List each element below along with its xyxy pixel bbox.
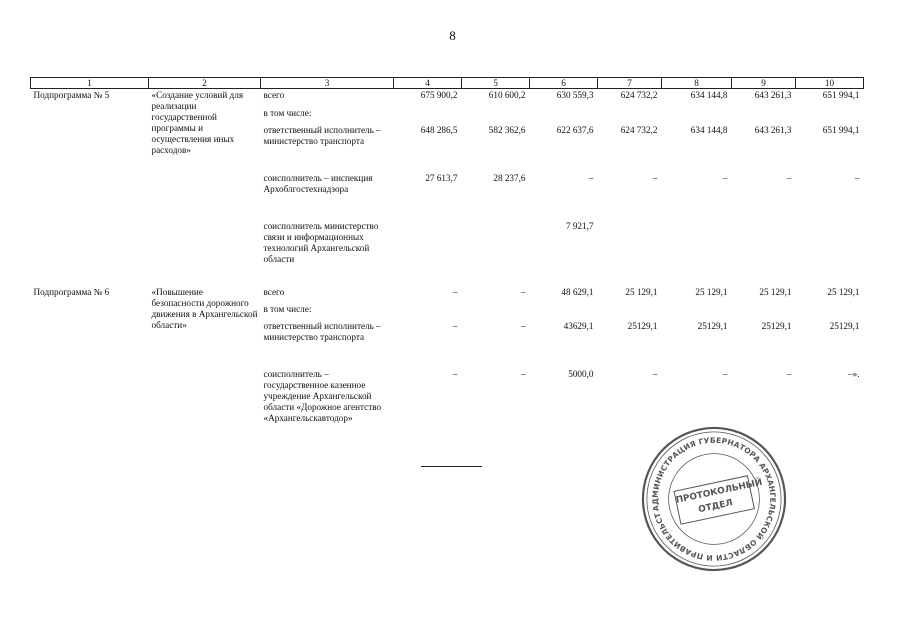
table-cell: 25 129,1 <box>695 286 728 297</box>
table-cell: – <box>786 172 792 183</box>
table-cell: 651 994,1 <box>822 90 860 100</box>
header-row <box>31 78 864 89</box>
table-cell: – <box>520 320 526 331</box>
stamp-ring-text: АДМИНИСТРАЦИЯ ГУБЕРНАТОРА АРХАНГЕЛЬСКОЙ ОБЛАСТИ И ПРАВИТЕЛЬСТВА <box>650 435 778 563</box>
table-cell <box>394 221 462 285</box>
col-header: 1 <box>31 78 149 89</box>
page-number: 8 <box>449 28 456 43</box>
table-cell: –». <box>848 368 860 379</box>
row-label: соисполнитель – государственное казенное учреждение Архангельской области «Дорожное агентство «Архангельскавтодор» <box>263 368 382 423</box>
table-cell: – <box>452 286 458 297</box>
col-header: 9 <box>732 78 796 89</box>
col-header: 6 <box>530 78 598 89</box>
row-label: всего <box>263 286 285 297</box>
table-cell: 28 237,6 <box>493 172 526 183</box>
col-header: 5 <box>462 78 530 89</box>
table-cell: 610 600,2 <box>488 90 526 100</box>
table-cell <box>732 221 796 285</box>
table-row <box>31 89 864 108</box>
row-label: соисполнитель – инспекция Архоблгостехнадзора <box>263 172 373 194</box>
row-label: в том числе: <box>263 303 312 314</box>
table-cell <box>662 221 732 285</box>
col-header: 4 <box>394 78 462 89</box>
table-cell: 582 362,6 <box>488 124 526 135</box>
table-cell: 43629,1 <box>563 320 594 331</box>
table-cell: 25 129,1 <box>759 286 792 297</box>
table-cell: 651 994,1 <box>822 124 860 135</box>
table-cell: 624 732,2 <box>620 90 658 100</box>
table-cell: 634 144,8 <box>690 124 728 135</box>
row-label: ответственный исполнитель – министерство транспорта <box>263 124 381 146</box>
table-cell: 25129,1 <box>627 320 658 331</box>
col-header: 2 <box>149 78 261 89</box>
col-header: 7 <box>598 78 662 89</box>
col-header: 3 <box>261 78 394 89</box>
table-cell: 48 629,1 <box>561 286 594 297</box>
table-cell: 5000,0 <box>568 368 594 379</box>
table-cell: – <box>786 368 792 379</box>
table-cell: 25 129,1 <box>827 286 860 297</box>
table-cell: 622 637,6 <box>556 124 594 135</box>
table-cell: – <box>854 172 860 183</box>
budget-table <box>30 77 864 441</box>
end-rule <box>421 466 482 467</box>
table-cell: 25129,1 <box>761 320 792 331</box>
subprogram-name: Подпрограмма № 6 <box>33 286 110 297</box>
table-row <box>31 285 864 304</box>
official-stamp <box>640 425 788 573</box>
col-header: 10 <box>796 78 864 89</box>
table-cell <box>462 221 530 285</box>
table-cell <box>796 221 864 285</box>
table-cell: 25129,1 <box>829 320 860 331</box>
table-cell: – <box>452 320 458 331</box>
table-cell: – <box>520 286 526 297</box>
table-cell: 648 286,5 <box>420 124 458 135</box>
table-cell: 675 900,2 <box>420 90 458 100</box>
table-cell: – <box>588 172 594 183</box>
subprogram-title: «Создание условий для реализации государственной программы и осуществления иных расходов» <box>151 90 244 155</box>
table-cell: 643 261,3 <box>754 90 792 100</box>
col-header: 8 <box>662 78 732 89</box>
table-cell: – <box>520 368 526 379</box>
row-label: в том числе: <box>263 107 312 118</box>
table-cell: 7 921,7 <box>565 220 594 231</box>
table-cell: 624 732,2 <box>620 124 658 135</box>
row-label: соисполнитель министерство связи и информационных технологий Архангельской области <box>263 220 379 264</box>
table-cell: – <box>652 172 658 183</box>
subprogram-title: «Повышение безопасности дорожного движения в Архангельской области» <box>151 286 258 330</box>
table-cell: – <box>652 368 658 379</box>
table-cell: 25 129,1 <box>625 286 658 297</box>
table-cell: 27 613,7 <box>425 172 458 183</box>
table-cell: – <box>722 172 728 183</box>
stamp-center-text: ПРОТОКОЛЬНЫЙ ОТДЕЛ <box>675 477 764 516</box>
table-cell: – <box>722 368 728 379</box>
table-cell: 630 559,3 <box>556 90 594 100</box>
row-label: ответственный исполнитель – министерство транспорта <box>263 320 381 342</box>
table-cell: 25129,1 <box>697 320 728 331</box>
table-cell <box>598 221 662 285</box>
table-cell: 643 261,3 <box>754 124 792 135</box>
row-label: всего <box>263 90 285 100</box>
subprogram-name: Подпрограмма № 5 <box>33 90 110 100</box>
table-cell: – <box>452 368 458 379</box>
table-cell: 634 144,8 <box>690 90 728 100</box>
